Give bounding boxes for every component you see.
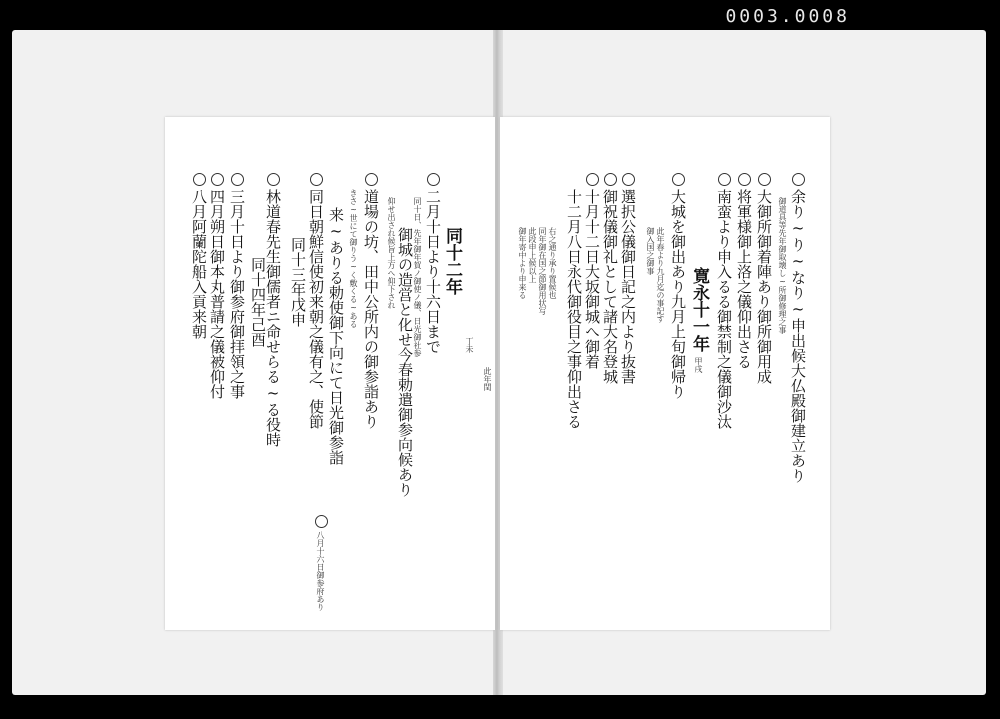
entry-circle-marker xyxy=(267,173,280,186)
entry-circle-marker xyxy=(315,515,328,528)
right-entry-14: 同年御在国之節御用状写 xyxy=(538,227,547,315)
left-entry-10: 林道春先生御儒者ニ命せらる~る役時 xyxy=(264,189,282,447)
entry-circle-marker xyxy=(310,173,323,186)
entry-circle-marker xyxy=(622,173,635,186)
right-entry-6: 大城を御出あり九月上旬御帰り xyxy=(669,189,687,399)
right-entry-16: 御年寄中より申来る xyxy=(518,227,527,299)
entry-circle-marker xyxy=(758,173,771,186)
left-page xyxy=(165,117,495,630)
right-entry-8: 御入国之御事 xyxy=(646,227,655,275)
right-page xyxy=(500,117,830,630)
left-entry-1: 二月十日より十六日まで xyxy=(424,189,442,354)
entry-circle-marker xyxy=(193,173,206,186)
entry-circle-marker xyxy=(738,173,751,186)
entry-circle-marker xyxy=(231,173,244,186)
left-entry-3: 同十日、先年御年賀ノ御使ノ儀、日光御社参 xyxy=(413,197,422,357)
frame-counter: 0003.0008 xyxy=(725,6,850,27)
left-entry-7: 来~ありる勅使御下向にて日光御参詣 xyxy=(327,207,345,465)
left-entry-13: 四月朔日御本丸普請之儀被仰付 xyxy=(208,189,226,399)
left-heading-note2: 此年閏 xyxy=(483,367,492,391)
left-entry-9: 同十三年戊申 xyxy=(289,237,307,327)
entry-circle-marker xyxy=(792,173,805,186)
left-entry-12: 三月十日より御参府御拝領之事 xyxy=(228,189,246,399)
left-entry-6: きさ~世にて御りう~く敷くる~ある xyxy=(349,189,358,328)
right-entry-12: 十二月八日永代御役目之事仰出さる xyxy=(565,189,583,429)
left-entry-4: 仰せ出され候旨上方へ仰下され xyxy=(387,197,396,309)
left-entry-11: 同十四年己酉 xyxy=(249,257,267,347)
right-entry-1: 余り~り~なり~申出候大仏殿御建立あり xyxy=(789,189,807,483)
entry-circle-marker xyxy=(586,173,599,186)
right-entry-15: 此段申上候以上 xyxy=(528,227,537,283)
left-entry-8: 同日朝鮮信使初来朝之儀有之、使節 xyxy=(307,189,325,429)
right-entry-3: 大御所御着陣あり御所御用成 xyxy=(755,189,773,384)
left-entry-5: 道場の坊、田中公所内の御参詣あり xyxy=(362,189,380,429)
right-entry-10: 御祝儀御礼として諸大名登城 xyxy=(601,189,619,384)
right-entry-13: 右之通り承り置候也 xyxy=(548,227,557,299)
left-heading: 同十二年 xyxy=(442,227,462,295)
right-heading: 寛永十一年 xyxy=(689,267,709,352)
left-entry-14: 八月阿蘭陀船入貢来朝 xyxy=(190,189,208,339)
entry-circle-marker xyxy=(604,173,617,186)
entry-circle-marker xyxy=(427,173,440,186)
right-entry-11: 十月十二日大坂御城へ御着 xyxy=(583,189,601,369)
entry-circle-marker xyxy=(672,173,685,186)
entry-circle-marker xyxy=(718,173,731,186)
right-entry-7: 此年春より九月迄の事記す xyxy=(656,227,665,323)
right-entry-4: 将軍様御上洛之儀仰出さる xyxy=(735,189,753,369)
right-entry-5: 南蛮より申入るる御禁制之儀御沙汰 xyxy=(715,189,733,429)
right-entry-2: 御道具等先年御取壊し~所御修理之事 xyxy=(778,197,787,334)
entry-circle-marker xyxy=(211,173,224,186)
entry-circle-marker xyxy=(365,173,378,186)
left-entry-2: 御城の造営と化せ今春勅遣御参向候あり xyxy=(396,227,414,497)
right-entry-9: 選択公儀御日記之内より抜書 xyxy=(619,189,637,384)
left-entry-15: 八月十六日御参府あり xyxy=(316,531,325,611)
right-heading-note: 甲戌 xyxy=(694,357,703,373)
left-heading-note: 丁未 xyxy=(465,337,474,353)
